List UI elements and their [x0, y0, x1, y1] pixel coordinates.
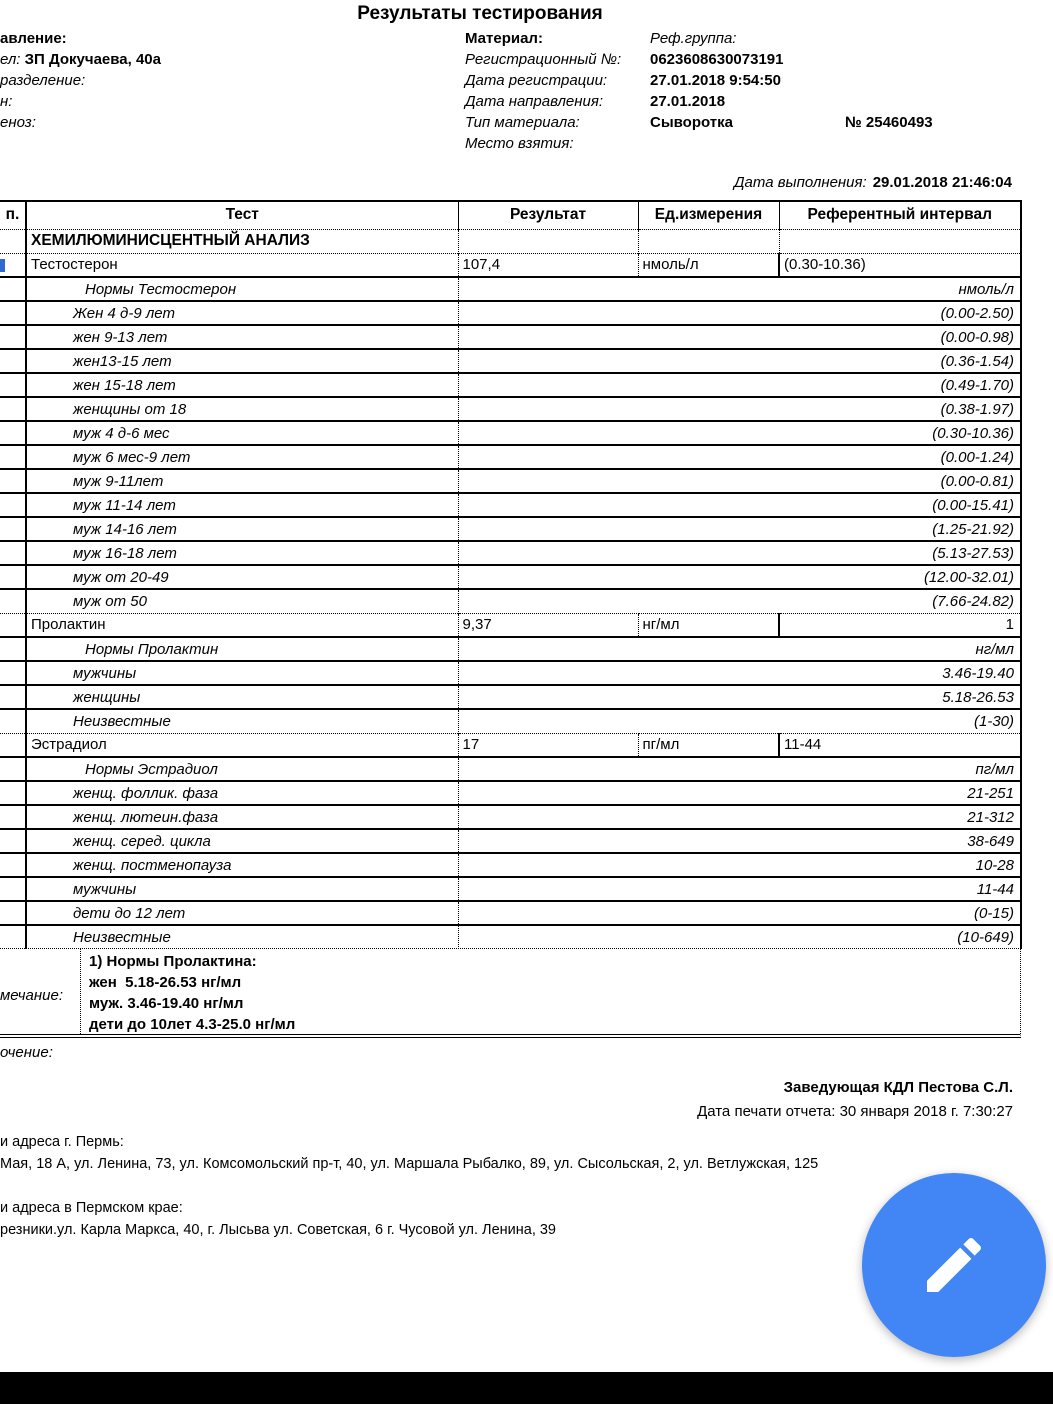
flag-cell — [0, 757, 26, 781]
header-left-line — [0, 72, 440, 93]
flag-cell — [0, 781, 26, 805]
ref-interval-cell: (0.36-1.54) — [458, 349, 1021, 373]
table-row — [0, 781, 1021, 805]
col-header-test: Тест — [26, 201, 458, 229]
flag-cell — [0, 685, 26, 709]
test-name-cell: жен13-15 лет — [26, 349, 458, 373]
table-row — [0, 805, 1021, 829]
field-value: Реф.группа: — [650, 30, 737, 47]
flag-cell — [0, 517, 26, 541]
test-name-cell: Нормы Пролактин — [26, 637, 458, 661]
ref-interval-cell: 5.18-26.53 — [458, 685, 1021, 709]
ref-interval-cell: (7.66-24.82) — [458, 589, 1021, 613]
header-right-line — [465, 135, 1025, 156]
ref-interval-cell: 10-28 — [458, 853, 1021, 877]
ref-interval-cell: (0.00-1.24) — [458, 445, 1021, 469]
table-row — [0, 349, 1021, 373]
edit-fab-button[interactable] — [862, 1173, 1046, 1357]
header-left-block — [0, 30, 440, 135]
test-name-cell: женщины — [26, 685, 458, 709]
header-right-block — [465, 30, 1025, 156]
flag-cell — [0, 829, 26, 853]
unit-cell: нг/мл — [638, 613, 779, 637]
table-row — [0, 853, 1021, 877]
ref-interval-cell: (0-15) — [458, 901, 1021, 925]
header-right-line — [465, 72, 1025, 93]
table-row — [0, 925, 1021, 949]
addresses-region-line: резники.ул. Карла Маркса, 40, г. Лысьва ул. Советская, 6 г. Чусовой ул. Ленина, 39 — [0, 1222, 556, 1238]
ref-interval-cell: нг/мл — [458, 637, 1021, 661]
table-row — [0, 733, 1021, 757]
header-left-line — [0, 93, 440, 114]
ref-interval-cell: (0.00-0.81) — [458, 469, 1021, 493]
table-row — [0, 397, 1021, 421]
table-row — [0, 325, 1021, 349]
flag-cell — [0, 373, 26, 397]
ref-interval-cell: 21-251 — [458, 781, 1021, 805]
field-value: ЗП Докучаева, 40а — [24, 51, 161, 68]
flag-cell — [0, 541, 26, 565]
ref-interval-cell: (1.25-21.92) — [458, 517, 1021, 541]
table-row — [0, 613, 1021, 637]
field-value: 27.01.2018 — [650, 93, 726, 110]
field-label: Дата регистрации: — [465, 72, 608, 89]
signature: Заведующая КДЛ Пестова С.Л. — [783, 1079, 1013, 1096]
flag-cell — [0, 901, 26, 925]
test-name-cell: женщ. лютеин.фаза — [26, 805, 458, 829]
test-name-cell: Нормы Эстрадиол — [26, 757, 458, 781]
table-row — [0, 493, 1021, 517]
header-left-line — [0, 30, 440, 51]
ref-interval-cell: (0.30-10.36) — [779, 253, 1021, 277]
ref-interval-cell: (0.00-15.41) — [458, 493, 1021, 517]
test-name-cell: женщины от 18 — [26, 397, 458, 421]
field-label: Тип материала: — [465, 114, 580, 131]
ref-interval-cell: (0.00-2.50) — [458, 301, 1021, 325]
unit-cell: пг/мл — [638, 733, 779, 757]
table-row — [0, 877, 1021, 901]
table-row — [0, 253, 1021, 277]
table-row — [0, 445, 1021, 469]
flag-cell — [0, 301, 26, 325]
test-name-cell: женщ. серед. цикла — [26, 829, 458, 853]
flag-cell — [0, 661, 26, 685]
note-row — [0, 948, 1021, 1038]
test-name-cell: муж 6 мес-9 лет — [26, 445, 458, 469]
flag-cell — [0, 421, 26, 445]
field-label: Дата направления: — [465, 93, 604, 110]
flag-cell — [0, 277, 26, 301]
test-name-cell: Нормы Тестостерон — [26, 277, 458, 301]
sample-number: № 25460493 — [845, 114, 933, 131]
note-box — [80, 949, 1020, 1034]
col-header-result: Результат — [458, 201, 638, 229]
note-line: муж. 3.46-19.40 нг/мл — [89, 995, 244, 1012]
test-name-cell: Тестостерон — [26, 253, 458, 277]
note-line: дети до 10лет 4.3-25.0 нг/мл — [89, 1016, 296, 1033]
table-row — [0, 757, 1021, 781]
col-header-ref: Референтный интервал — [779, 201, 1021, 229]
flag-cell — [0, 349, 26, 373]
flag-cell — [0, 493, 26, 517]
abnormal-flag — [0, 259, 5, 272]
ref-interval-cell: (1-30) — [458, 709, 1021, 733]
test-name-cell: Пролактин — [26, 613, 458, 637]
table-row — [0, 829, 1021, 853]
col-header-flag: п. — [0, 201, 26, 229]
execution-date-value: 29.01.2018 21:46:04 — [872, 174, 1012, 191]
flag-cell — [0, 229, 26, 253]
flag-cell — [0, 565, 26, 589]
header-right-line — [465, 93, 1025, 114]
flag-cell — [0, 253, 26, 277]
test-name-cell: муж 4 д-6 мес — [26, 421, 458, 445]
table-row — [0, 541, 1021, 565]
table-row — [0, 421, 1021, 445]
table-row — [0, 469, 1021, 493]
results-table — [0, 200, 1021, 949]
flag-cell — [0, 637, 26, 661]
ref-interval-cell: пг/мл — [458, 757, 1021, 781]
header-left-line — [0, 114, 440, 135]
table-row — [0, 229, 1021, 253]
flag-cell — [0, 325, 26, 349]
table-row — [0, 565, 1021, 589]
ref-interval-cell — [779, 229, 1021, 253]
flag-cell — [0, 397, 26, 421]
ref-interval-cell: (0.49-1.70) — [458, 373, 1021, 397]
flag-cell — [0, 445, 26, 469]
ref-interval-cell: 38-649 — [458, 829, 1021, 853]
test-name-cell: муж от 20-49 — [26, 565, 458, 589]
table-row — [0, 901, 1021, 925]
addresses-region-label: и адреса в Пермском крае: — [0, 1200, 183, 1216]
test-name-cell: Неизвестные — [26, 709, 458, 733]
ref-interval-cell: (0.30-10.36) — [458, 421, 1021, 445]
ref-interval-cell: 21-312 — [458, 805, 1021, 829]
field-label: разделение: — [0, 72, 86, 89]
table-row — [0, 277, 1021, 301]
test-name-cell: Неизвестные — [26, 925, 458, 949]
addresses-city-line: Мая, 18 А, ул. Ленина, 73, ул. Комсомольский пр-т, 40, ул. Маршала Рыбалко, 89, ул. Сысольская, 2, ул. Ветлужская, 125 — [0, 1156, 819, 1172]
test-name-cell: муж 11-14 лет — [26, 493, 458, 517]
note-line: жен 5.18-26.53 нг/мл — [89, 974, 242, 991]
field-label: ел: — [0, 51, 25, 68]
page-title: Результаты тестирования — [357, 3, 603, 24]
table-row — [0, 685, 1021, 709]
ref-interval-cell: 1 — [779, 613, 1021, 637]
print-date: Дата печати отчета: 30 января 2018 г. 7:30:27 — [697, 1103, 1013, 1120]
header-left-line — [0, 51, 440, 72]
test-name-cell: мужчины — [26, 661, 458, 685]
system-navigation-bar — [0, 1372, 1053, 1404]
field-label: Материал: — [465, 30, 543, 47]
field-label: еноз: — [0, 114, 36, 131]
flag-cell — [0, 469, 26, 493]
result-cell — [458, 229, 638, 253]
flag-cell — [0, 805, 26, 829]
field-value: 27.01.2018 9:54:50 — [650, 72, 781, 89]
field-value: 0623608630073191 — [650, 51, 784, 68]
test-name-cell: Жен 4 д-9 лет — [26, 301, 458, 325]
execution-date-label: Дата выполнения: — [733, 174, 867, 191]
pencil-icon — [918, 1229, 990, 1301]
unit-cell — [638, 229, 779, 253]
ref-interval-cell: 11-44 — [458, 877, 1021, 901]
table-row — [0, 637, 1021, 661]
table-row — [0, 589, 1021, 613]
header-right-line — [465, 30, 1025, 51]
header-right-line — [465, 51, 1025, 72]
flag-cell — [0, 613, 26, 637]
execution-date — [500, 174, 1012, 191]
ref-interval-cell: (10-649) — [458, 925, 1021, 949]
unit-cell: нмоль/л — [638, 253, 779, 277]
test-name-cell: Эстрадиол — [26, 733, 458, 757]
flag-cell — [0, 877, 26, 901]
table-row — [0, 661, 1021, 685]
addresses-city-label: и адреса г. Пермь: — [0, 1134, 124, 1150]
ref-interval-cell: (0.00-0.98) — [458, 325, 1021, 349]
ref-interval-cell: 11-44 — [779, 733, 1021, 757]
test-name-cell: муж 16-18 лет — [26, 541, 458, 565]
ref-interval-cell: 3.46-19.40 — [458, 661, 1021, 685]
test-name-cell: женщ. фоллик. фаза — [26, 781, 458, 805]
field-label: Регистрационный №: — [465, 51, 622, 68]
col-header-unit: Ед.измерения — [638, 201, 779, 229]
result-cell: 17 — [458, 733, 638, 757]
test-name-cell: муж 14-16 лет — [26, 517, 458, 541]
flag-cell — [0, 709, 26, 733]
note-label: мечание: — [0, 987, 63, 1004]
field-label: н: — [0, 93, 13, 110]
field-label: Место взятия: — [465, 135, 574, 152]
test-name-cell: дети до 12 лет — [26, 901, 458, 925]
conclusion-label: очение: — [0, 1044, 53, 1061]
flag-cell — [0, 589, 26, 613]
table-header-row — [0, 201, 1021, 229]
flag-cell — [0, 925, 26, 949]
test-name-cell: жен 15-18 лет — [26, 373, 458, 397]
ref-interval-cell: нмоль/л — [458, 277, 1021, 301]
flag-cell — [0, 733, 26, 757]
result-cell: 9,37 — [458, 613, 638, 637]
test-name-cell: ХЕМИЛЮМИНИСЦЕНТНЫЙ АНАЛИЗ — [26, 229, 458, 253]
test-name-cell: жен 9-13 лет — [26, 325, 458, 349]
ref-interval-cell: (12.00-32.01) — [458, 565, 1021, 589]
flag-cell — [0, 853, 26, 877]
test-name-cell: женщ. постменопауза — [26, 853, 458, 877]
result-cell: 107,4 — [458, 253, 638, 277]
table-row — [0, 709, 1021, 733]
table-row — [0, 373, 1021, 397]
table-row — [0, 301, 1021, 325]
test-name-cell: муж 9-11лет — [26, 469, 458, 493]
field-value: Сыворотка — [650, 114, 733, 131]
test-name-cell: муж от 50 — [26, 589, 458, 613]
test-name-cell: мужчины — [26, 877, 458, 901]
table-row — [0, 517, 1021, 541]
ref-interval-cell: (0.38-1.97) — [458, 397, 1021, 421]
field-label: авление: — [0, 30, 67, 47]
note-line: 1) Нормы Пролактина: — [89, 953, 257, 970]
header-right-line — [465, 114, 1025, 135]
ref-interval-cell: (5.13-27.53) — [458, 541, 1021, 565]
